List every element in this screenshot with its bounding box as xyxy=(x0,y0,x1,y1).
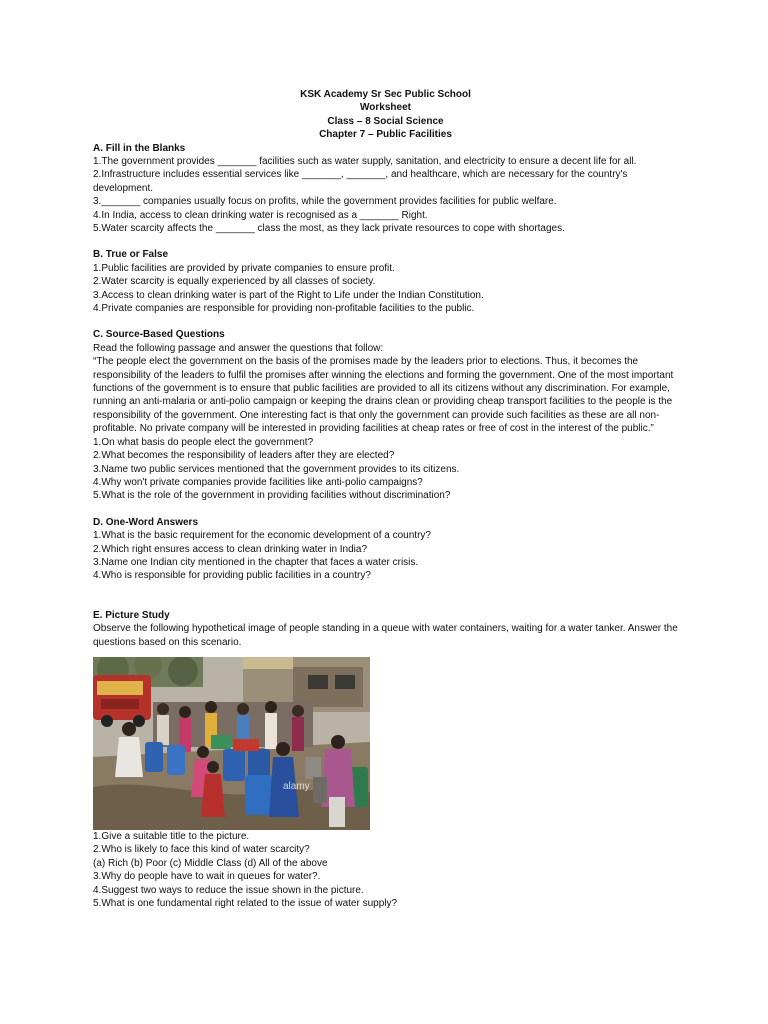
answer-options: (a) Rich (b) Poor (c) Middle Class (d) All of the above xyxy=(93,857,328,869)
question-item: 4.Suggest two ways to reduce the issue shown in the picture. xyxy=(93,884,364,896)
question-item: 5.What is one fundamental right related to the issue of water supply? xyxy=(93,898,398,909)
question-item: 3.Access to clean drinking water is part of the Right to Life under the Indian Constitution. xyxy=(93,289,484,301)
section-a-title: A. Fill in the Blanks xyxy=(93,142,186,154)
question-item: 4.Private companies are responsible for providing non-profitable facilities to the public. xyxy=(93,303,475,315)
question-item: 3.Name two public services mentioned that the government provides to its citizens. xyxy=(93,463,460,475)
class-subject: Class – 8 Social Science xyxy=(327,115,444,127)
question-item: 2.Who is likely to face this kind of water scarcity? xyxy=(93,844,310,856)
source-passage: “The people elect the government on the basis of the promises made by the leaders prior to elections. Thus, it becomes the responsibility of the leaders to fulfil the promises after winning the elections and forming the government. One of the most important functions of the government is to ensure that public facilities are provided to all its citizens without any discrimination. For example, running an anti-malaria or anti-polio campaign or keeping the drains clean or providing cheap transport facilities to the people is the responsibility of the government. One interesting fact is that only the government can provide such facilities as these are all non-profitable. No private company will be interested in providing facilities at cheap rates or free of cost in the interest of the public.” xyxy=(93,356,674,435)
question-item: 1.What is the basic requirement for the economic development of a country? xyxy=(93,530,431,542)
question-item: 4.In India, access to clean drinking water is recognised as a _______ Right. xyxy=(93,209,428,221)
worksheet-page xyxy=(93,88,678,910)
question-item: 1.On what basis do people elect the government? xyxy=(93,436,314,448)
question-item: 1.The government provides _______ facilities such as water supply, sanitation, and electricity to ensure a decent life for all. xyxy=(93,155,637,167)
photo-watermark: alamy xyxy=(283,780,310,792)
school-name: KSK Academy Sr Sec Public School xyxy=(300,89,471,100)
question-item: 4.Why won't private companies provide facilities like anti-polio campaigns? xyxy=(93,476,423,488)
question-item: 5.Water scarcity affects the _______ class the most, as they lack private resources to cope with shortages. xyxy=(93,223,565,234)
chapter-title: Chapter 7 – Public Facilities xyxy=(319,129,452,141)
question-item: 2.What becomes the responsibility of leaders after they are elected? xyxy=(93,450,395,462)
question-item: 3.Name one Indian city mentioned in the chapter that faces a water crisis. xyxy=(93,556,419,568)
section-c-intro: Read the following passage and answer the questions that follow: xyxy=(93,342,384,354)
section-one-word xyxy=(93,516,678,583)
question-item: 3._______ companies usually focus on profits, while the government provides facilities for public welfare. xyxy=(93,196,557,208)
section-picture-study xyxy=(93,609,678,911)
section-e-intro: Observe the following hypothetical image of people standing in a queue with water containers, waiting for a water tanker. Answer the questions based on this scenario. xyxy=(93,623,678,648)
question-item: 1.Public facilities are provided by private companies to ensure profit. xyxy=(93,262,395,274)
worksheet-header xyxy=(93,88,678,142)
section-e-title: E. Picture Study xyxy=(93,609,170,621)
question-item: 2.Water scarcity is equally experienced by all classes of society. xyxy=(93,276,376,288)
question-item: 1.Give a suitable title to the picture. xyxy=(93,830,250,842)
document-type: Worksheet xyxy=(360,102,411,114)
question-item: 3.Why do people have to wait in queues for water?. xyxy=(93,871,321,883)
section-source-based xyxy=(93,328,678,502)
water-queue-photo xyxy=(93,657,370,830)
question-item: 2.Which right ensures access to clean drinking water in India? xyxy=(93,543,368,555)
question-item: 2.Infrastructure includes essential services like _______, _______, and healthcare, which are necessary for the country's development. xyxy=(93,169,628,194)
section-c-title: C. Source-Based Questions xyxy=(93,329,225,341)
section-b-title: B. True or False xyxy=(93,249,169,261)
section-fill-blanks xyxy=(93,142,678,236)
section-d-title: D. One-Word Answers xyxy=(93,516,199,528)
question-item: 5.What is the role of the government in providing facilities without discrimination? xyxy=(93,490,451,502)
section-true-false xyxy=(93,248,678,315)
question-item: 4.Who is responsible for providing public facilities in a country? xyxy=(93,570,371,582)
